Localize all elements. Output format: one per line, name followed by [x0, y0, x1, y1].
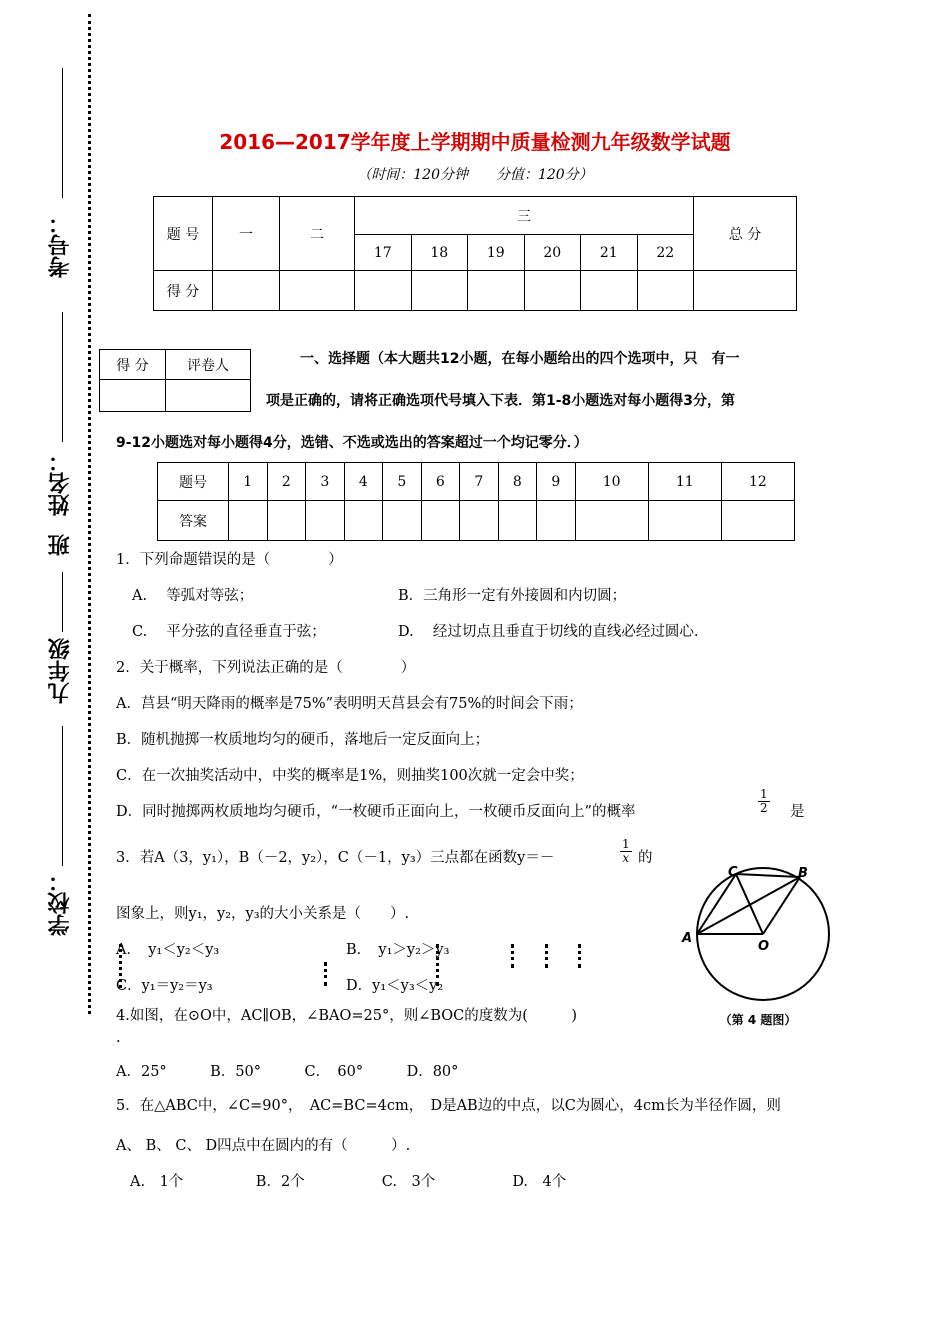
- q1-option-b: B．三角形一定有外接圆和内切圆；: [398, 588, 627, 604]
- score-subcol: 22: [637, 235, 694, 271]
- exam-title: 2016—2017学年度上学期期中质量检测九年级数学试题: [219, 130, 731, 154]
- answer-number: 9: [537, 463, 576, 501]
- q1-stem: 1．下列命题错误的是（ ）: [116, 552, 343, 568]
- class-line: [62, 572, 63, 632]
- section1-line3: 9-12小题选对每小题得4分，选错、不选或选出的答案超过一个均记零分．）: [116, 435, 588, 451]
- label-a: A: [682, 931, 693, 946]
- q5-line2: A、 B、 C、 D四点中在圆内的有（ ）.: [116, 1138, 411, 1154]
- answer-number: 4: [344, 463, 383, 501]
- name-label: 姓名：: [48, 450, 73, 516]
- q2-option-d: D．同时抛掷两枚质地均匀硬币，“一枚硬币正面向上，一枚硬币反面向上”的概率: [116, 804, 636, 820]
- answer-cell[interactable]: [267, 501, 306, 541]
- grader-score-cell[interactable]: [100, 380, 166, 412]
- label-b: B: [798, 866, 808, 881]
- section1-line2: 项是正确的，请将正确选项代号填入下表．第1-8小题选对每小题得3分，第: [266, 393, 736, 409]
- q2-fraction-numerator: 1: [760, 787, 768, 801]
- segment-ab: [697, 877, 800, 934]
- answer-cell[interactable]: [537, 501, 576, 541]
- score-subcol: 20: [524, 235, 581, 271]
- score-col-1: 一: [213, 197, 280, 271]
- score-subcol: 21: [581, 235, 638, 271]
- score-cell[interactable]: [581, 271, 638, 311]
- q2-fraction-denominator: 2: [760, 801, 768, 816]
- q5-options: A. 1个 B．2个 C. 3个 D. 4个: [130, 1174, 567, 1190]
- q2-option-c: C．在一次抽奖活动中，中奖的概率是1%，则抽奖100次就一定会中奖；: [116, 768, 584, 784]
- label-o: O: [758, 939, 770, 954]
- q4-dot: .: [116, 1030, 121, 1046]
- q3-option-b: B． y₁＞y₂＞y₃: [346, 942, 450, 958]
- stray-dot-mark: [511, 944, 514, 968]
- section1-line1: 一、选择题（本大题共12小题，在每小题给出的四个选项中，只 有一: [300, 351, 740, 367]
- answer-cell[interactable]: [383, 501, 422, 541]
- score-cell[interactable]: [411, 271, 468, 311]
- figure-caption: （第 4 题图）: [719, 1013, 797, 1026]
- q3-stem-tail: 的: [638, 850, 653, 866]
- score-cell[interactable]: [213, 271, 280, 311]
- answer-number: 2: [267, 463, 306, 501]
- answer-number: 12: [721, 463, 794, 501]
- answer-cell[interactable]: [306, 501, 345, 541]
- q1-option-c: C. 平分弦的直径垂直于弦；: [132, 624, 326, 640]
- answer-cell[interactable]: [344, 501, 383, 541]
- q1-option-d: D. 经过切点且垂直于切线的直线必经过圆心.: [398, 624, 699, 640]
- answer-number: 3: [306, 463, 345, 501]
- answer-number: 10: [575, 463, 648, 501]
- answer-cell[interactable]: [460, 501, 499, 541]
- score-cell[interactable]: [355, 271, 412, 311]
- answer-number: 6: [421, 463, 460, 501]
- q4-options: A．25° B．50° C． 60° D．80°: [116, 1064, 459, 1080]
- score-cell[interactable]: [694, 271, 797, 311]
- answer-cell[interactable]: [498, 501, 537, 541]
- score-subcol: 17: [355, 235, 412, 271]
- class-label: 班: [48, 534, 73, 556]
- answer-cell[interactable]: [721, 501, 794, 541]
- q3-option-c: C．y₁＝y₂＝y₃: [116, 978, 213, 994]
- answer-number: 11: [648, 463, 721, 501]
- q5-stem: 5．在△ABC中，∠C=90°， AC=BC=4cm， D是AB边的中点，以C为圆心，4cm长为半径作圆，则: [116, 1098, 781, 1114]
- q2-stem: 2．关于概率，下列说法正确的是（ ）: [116, 660, 416, 676]
- q3-option-d: D．y₁＜y₃＜y₂: [346, 978, 444, 994]
- q3-line2: 图象上，则y₁，y₂，y₃的大小关系是（ ）.: [116, 906, 410, 922]
- answer-number: 5: [383, 463, 422, 501]
- name-line: [62, 312, 63, 442]
- q3-stem: 3．若A（3，y₁），B（－2，y₂），C（－1，y₃）三点都在函数y＝－: [116, 850, 555, 866]
- exam-no-label: 考号：: [48, 212, 73, 278]
- grader-score-label: 得 分: [100, 350, 166, 380]
- score-cell[interactable]: [468, 271, 525, 311]
- answer-number: 1: [229, 463, 268, 501]
- q1-option-a: A. 等弧对等弦；: [132, 588, 254, 604]
- grader-name-label: 评卷人: [166, 350, 251, 380]
- segment-ob: [763, 877, 800, 934]
- grader-box: [99, 349, 251, 412]
- q3-fraction-denominator: x: [622, 851, 630, 866]
- stray-dot-mark: [578, 944, 581, 968]
- q3-fraction-numerator: 1: [622, 837, 630, 851]
- answer-number: 8: [498, 463, 537, 501]
- label-c: C: [728, 865, 738, 880]
- grade-label: 九年级: [48, 638, 73, 704]
- q2-option-d-tail: 是: [790, 804, 805, 820]
- school-label: 学校：: [48, 870, 73, 936]
- score-table: [153, 196, 797, 311]
- answer-cell[interactable]: [575, 501, 648, 541]
- q2-option-b: B．随机抛掷一枚质地均匀的硬币，落地后一定反面向上；: [116, 732, 490, 748]
- answer-cell[interactable]: [421, 501, 460, 541]
- q3-option-a: A． y₁＜y₂＜y₃: [116, 942, 220, 958]
- score-subcol: 18: [411, 235, 468, 271]
- answer-number: 7: [460, 463, 499, 501]
- score-col-3: 三: [355, 197, 694, 235]
- grader-name-cell[interactable]: [166, 380, 251, 412]
- answer-cell[interactable]: [229, 501, 268, 541]
- score-col-2: 二: [280, 197, 355, 271]
- score-cell[interactable]: [637, 271, 694, 311]
- q2-fraction: [758, 788, 770, 815]
- answer-row-label: 答案: [158, 501, 229, 541]
- stray-dot-mark: [436, 944, 439, 986]
- score-row-label: 得 分: [154, 271, 213, 311]
- q4-stem: 4.如图，在⊙O中，AC∥OB，∠BAO=25°，则∠BOC的度数为( ): [116, 1008, 578, 1024]
- answer-cell[interactable]: [648, 501, 721, 541]
- score-cell[interactable]: [280, 271, 355, 311]
- stray-dot-mark: [324, 962, 327, 986]
- score-cell[interactable]: [524, 271, 581, 311]
- score-table-header-label: 题 号: [154, 197, 213, 271]
- stray-dot-mark: [545, 944, 548, 968]
- q4-circle-figure: [676, 860, 840, 1026]
- score-col-total: 总 分: [694, 197, 797, 271]
- score-subcol: 19: [468, 235, 525, 271]
- q3-fraction: [620, 838, 632, 865]
- q2-option-a: A．莒县“明天降雨的概率是75%”表明明天莒县会有75%的时间会下雨；: [116, 696, 583, 712]
- exam-subtitle: （时间：120分钟 分值：120分）: [357, 167, 593, 183]
- stray-dot-mark: [119, 944, 122, 988]
- school-line: [62, 726, 63, 866]
- segment-co: [736, 874, 763, 934]
- answer-row-label: 题号: [158, 463, 229, 501]
- answer-table: [157, 462, 795, 541]
- segment-ac: [697, 874, 736, 934]
